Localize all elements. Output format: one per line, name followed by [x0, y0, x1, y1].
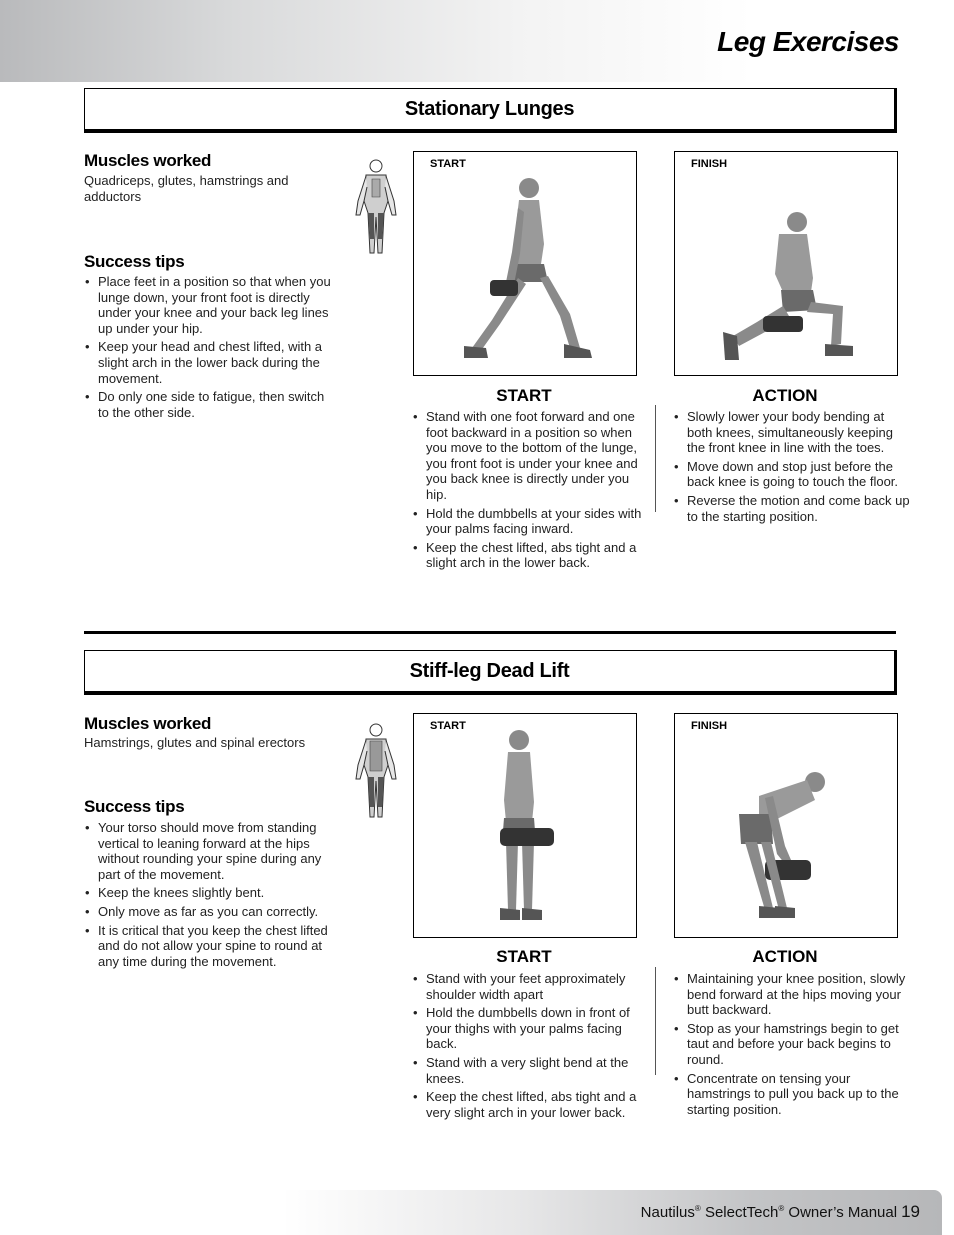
footer-product: SelectTech	[700, 1204, 779, 1221]
section-title: Stationary Lunges	[404, 98, 575, 120]
action-heading: ACTION	[752, 947, 818, 966]
anatomy-figure-icon	[352, 721, 400, 823]
photo-label: START	[430, 158, 466, 170]
tips-heading: Success tips	[84, 252, 185, 271]
tips-list	[84, 274, 334, 423]
list-item: • Keep your head and chest lifted, with a slight arch in the lower back during the movement.	[98, 339, 334, 386]
registered-mark: ®	[778, 1204, 785, 1213]
page-title: Leg Exercises	[717, 26, 899, 57]
muscles-heading: Muscles worked	[84, 714, 212, 733]
start-steps-list	[412, 409, 648, 574]
action-heading: ACTION	[752, 386, 818, 405]
footer-brand: Nautilus	[640, 1204, 695, 1221]
list-item: • It is critical that you keep the chest lifted and do not allow your spine to round at any time during the movement.	[98, 923, 334, 970]
muscles-text: Quadriceps, glutes, hamstrings and adductors	[84, 173, 289, 204]
lunge-start-photo	[413, 151, 637, 376]
section-header-deadlift	[84, 650, 897, 695]
tips-list	[84, 820, 334, 972]
footer-suffix: Owner’s Manual	[784, 1204, 898, 1221]
muscles-text: Hamstrings, glutes and spinal erectors	[84, 735, 306, 750]
start-heading: START	[496, 947, 552, 966]
person-figure	[414, 152, 636, 375]
deadlift-start-photo	[413, 713, 637, 938]
list-item: • Keep the chest lifted, abs tight and a slight arch in the lower back.	[426, 540, 648, 571]
person-figure	[675, 714, 897, 937]
tips-heading: Success tips	[84, 797, 185, 816]
registered-mark: ®	[694, 1204, 701, 1213]
section-header-lunges	[84, 88, 897, 133]
list-item: • Stand with a very slight bend at the knees.	[426, 1055, 648, 1086]
list-item: • Stand with one foot forward and one foot backward in a position so when you move to the bottom of the lunge, you front foot is under your knee and you back knee is directly under you hip.	[426, 409, 648, 503]
photo-label: FINISH	[691, 720, 728, 732]
list-item: • Keep the chest lifted, abs tight and a very slight arch in your lower back.	[426, 1089, 648, 1120]
column-separator	[655, 405, 656, 512]
lunge-finish-photo	[674, 151, 898, 376]
section-title: Stiff-leg Dead Lift	[409, 660, 570, 682]
list-item: • Move down and stop just before the back knee is going to touch the floor.	[687, 459, 911, 490]
list-item: • Only move as far as you can correctly.	[98, 904, 334, 920]
page-number: 19	[901, 1202, 920, 1221]
start-steps-list	[412, 971, 648, 1123]
person-figure	[414, 714, 636, 937]
list-item: • Stand with your feet approximately shoulder width apart	[426, 971, 648, 1002]
footer	[641, 1202, 920, 1222]
list-item: • Your torso should move from standing vertical to leaning forward at the hips without rounding your spine during any part of the movement.	[98, 820, 334, 882]
action-steps-list	[673, 409, 911, 527]
list-item: • Hold the dumbbells down in front of your thighs with your palms facing back.	[426, 1005, 648, 1052]
photo-label: START	[430, 720, 466, 732]
list-item: • Stop as your hamstrings begin to get taut and before your back begins to round.	[687, 1021, 913, 1068]
muscles-heading: Muscles worked	[84, 151, 212, 170]
section-divider	[84, 631, 896, 634]
column-separator	[655, 967, 656, 1075]
list-item: • Maintaining your knee position, slowly bend forward at the hips moving your butt backward.	[687, 971, 913, 1018]
list-item: • Do only one side to fatigue, then switch to the other side.	[98, 389, 334, 420]
start-heading: START	[496, 386, 552, 405]
deadlift-finish-photo	[674, 713, 898, 938]
list-item: • Concentrate on tensing your hamstrings to pull you back up to the starting position.	[687, 1071, 913, 1118]
action-steps-list	[673, 971, 913, 1120]
list-item: • Slowly lower your body bending at both knees, simultaneously keeping the front knee in line with the toes.	[687, 409, 911, 456]
list-item: • Place feet in a position so that when you lunge down, your front foot is directly under your knee and your back leg lines up under your hip.	[98, 274, 334, 336]
list-item: • Keep the knees slightly bent.	[98, 885, 334, 901]
list-item: • Hold the dumbbells at your sides with your palms facing inward.	[426, 506, 648, 537]
anatomy-figure-icon	[352, 157, 400, 259]
person-figure	[675, 152, 897, 375]
photo-label: FINISH	[691, 158, 728, 170]
list-item: • Reverse the motion and come back up to the starting position.	[687, 493, 911, 524]
